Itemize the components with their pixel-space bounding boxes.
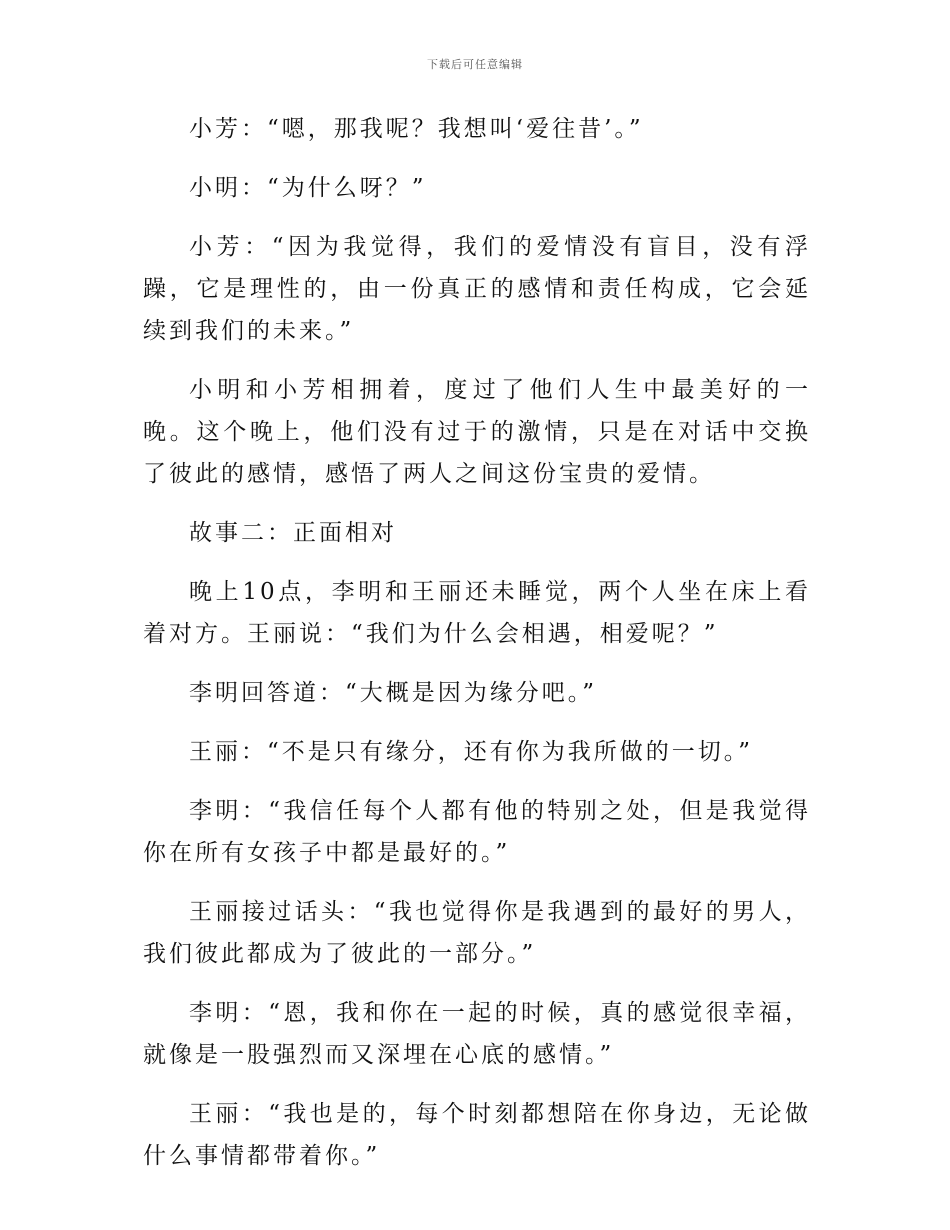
paragraph: 李明：“恩，我和你在一起的时候，真的感觉很幸福，就像是一股强烈而又深埋在心底的感情。”: [143, 1000, 811, 1068]
paragraph: 王丽：“我也是的，每个时刻都想陪在你身边，无论做什么事情都带着你。”: [143, 1101, 811, 1169]
paragraph: 晚上10点，李明和王丽还未睡觉，两个人坐在床上看着对方。王丽说：“我们为什么会相遇，相爱呢？”: [143, 579, 811, 647]
paragraph: 李明回答道：“大概是因为缘分吧。”: [189, 680, 598, 706]
paragraph: 王丽：“不是只有缘分，还有你为我所做的一切。”: [189, 739, 754, 765]
paragraph: 小明和小芳相拥着，度过了他们人生中最美好的一晚。这个晚上，他们没有过于的激情，只是在对话中交换了彼此的感情，感悟了两人之间这份宝贵的爱情。: [143, 377, 811, 487]
document-body: [143, 108, 811, 1194]
paragraph: 李明：“我信任每个人都有他的特别之处，但是我觉得你在所有女孩子中都是最好的。”: [143, 798, 811, 866]
paragraph: 小芳：“嗯，那我呢？我想叫‘爱往昔’。”: [189, 116, 644, 142]
paragraph: 王丽接过话头：“我也觉得你是我遇到的最好的男人，我们彼此都成为了彼此的一部分。”: [143, 899, 811, 967]
section-heading: 故事二：正面相对: [189, 520, 397, 546]
page-header: 下载后可任意编辑: [427, 58, 523, 71]
paragraph: 小明：“为什么呀？”: [189, 175, 427, 201]
paragraph: 小芳：“因为我觉得，我们的爱情没有盲目，没有浮躁，它是理性的，由一份真正的感情和责任构成，它会延续到我们的未来。”: [143, 234, 811, 344]
